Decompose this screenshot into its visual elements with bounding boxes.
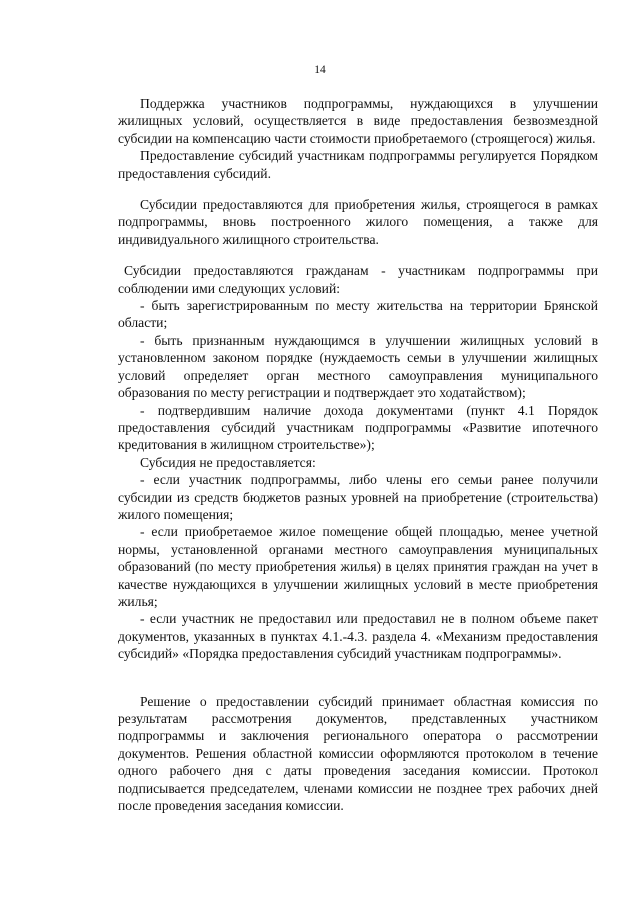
exclusion-area: - если приобретаемое жилое помещение общей площадью, менее учетной нормы, установленной органами местного самоуправления муниципальных образований (по месту приобретения жилья) в целях принятия граждан на учет в качестве нуждающихся в улучшении жилищных условий в месте приобретения жилья; — [118, 524, 598, 609]
paragraph-conditions-intro: Субсидии предоставляются гражданам - участникам подпрограммы при соблюдении ими следующих условий: — [118, 263, 598, 296]
condition-income: - подтвердившим наличие дохода документами (пункт 4.1 Порядок предоставления субсидий участникам подпрограммы «Развитие ипотечного кредитования в жилищном строительстве»); — [118, 402, 598, 453]
paragraph-decision: Решение о предоставлении субсидий принимает областная комиссия по результатам рассмотрения документов, представленных участником подпрограммы и заключения регионального оператора о рассмотрении документов. Решения областной комиссии оформляются протоколом в течение одного рабочего дня с даты проведения заседания комиссии. Протокол подписывается председателем, членами комиссии не позднее трех рабочих дней после проведения заседания комиссии. — [118, 693, 598, 814]
paragraph-purpose: Субсидии предоставляются для приобретения жилья, строящегося в рамках подпрограммы, вновь построенного жилого помещения, а также для индивидуального жилищного строительства. — [118, 197, 598, 247]
paragraph-not-granted: Субсидия не предоставляется: — [140, 454, 316, 470]
condition-needy: - быть признанным нуждающимся в улучшении жилищных условий в установленном законом порядке (нуждаемость семьи в улучшении жилищных условий определяет орган местного самоуправления муниципального образования по месту регистрации и подтверждает это ходатайством); — [118, 332, 598, 401]
exclusion-documents: - если участник не предоставил или предоставил не в полном объеме пакет документов, указанных в пунктах 4.1.-4.3. раздела 4. «Механизм предоставления субсидий» «Порядка предоставления субсидий участникам подпрограммы». — [118, 611, 598, 662]
paragraph-regulation: Предоставление субсидий участникам подпрограммы регулируется Порядком предоставления субсидий. — [118, 148, 598, 181]
page-number: 14 — [314, 64, 326, 76]
paragraph-support: Поддержка участников подпрограммы, нуждающихся в улучшении жилищных условий, осуществляется в виде предоставления безвозмездной субсидии на компенсацию части стоимости приобретаемого (строящегося) жилья. — [118, 96, 598, 146]
exclusion-previous-subsidy: - если участник подпрограммы, либо члены его семьи ранее получили субсидии из средств бюджетов разных уровней на приобретение (строительства) жилого помещения; — [118, 472, 598, 522]
condition-registration: - быть зарегистрированным по месту жительства на территории Брянской области; — [118, 298, 598, 331]
document-body — [118, 95, 598, 814]
